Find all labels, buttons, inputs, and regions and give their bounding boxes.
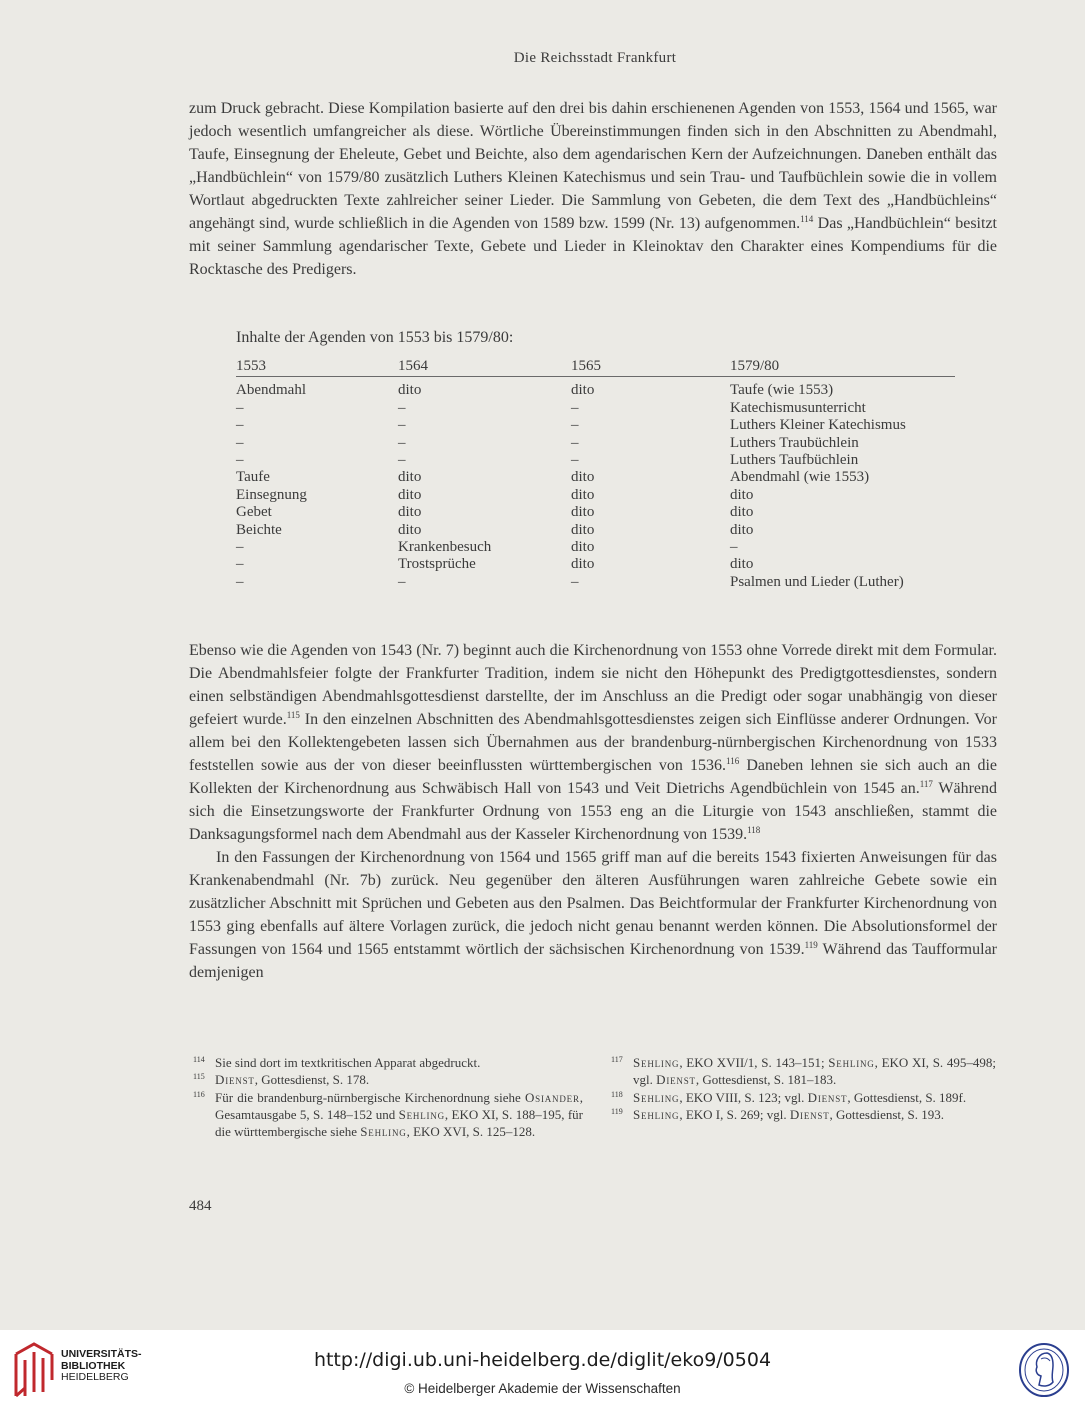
- footnote-text: , EKO XI, S. 188–195, für die württembergische siehe: [215, 1106, 583, 1140]
- page-number: 484: [189, 1198, 212, 1214]
- table-cell: –: [398, 434, 406, 451]
- table-row: [236, 522, 955, 539]
- table-cell: –: [398, 573, 406, 590]
- footnote-ref-114: 114: [800, 214, 814, 224]
- footnote-text: , Gesamtausgabe 5, S. 148–152 und: [215, 1089, 583, 1122]
- table-cell: dito: [398, 504, 422, 521]
- table-cell: –: [398, 452, 406, 469]
- footnote-number: 118: [611, 1089, 623, 1099]
- table-cell: Krankenbesuch: [398, 539, 492, 556]
- table-row: [236, 556, 955, 573]
- table-header-1565: 1565: [571, 358, 601, 374]
- footnotes-left-column: [193, 1054, 583, 1140]
- table-header-1564: 1564: [398, 358, 428, 374]
- table-cell: –: [236, 573, 244, 590]
- author-name: Osiander: [524, 1089, 580, 1105]
- paragraph-3-text-a: In den Fassungen der Kirchenordnung von 1564 und 1565 griff man auf die bereits 1543 fixierten Anweisungen für das Krankenabendmahl (Nr. 7b) zurück. Neu gegenüber den älteren Ausführungen waren zahlreiche Gebete sowie ein zusätzlicher Abschnitt mit Sprüchen und Gebeten aus den Psalmen. Das Beichtformular der Frankfurter Kirchenordnung von 1553 ging ebenfalls auf ältere Vorlagen zurück, die jedoch nicht genau benannt werden können. Die Absolutionsformel der Fassungen von 1564 und 1565 entstammt wörtlich der sächsischen Kirchenordnung von 1539.: [189, 849, 997, 958]
- footnote-text: , EKO XVII/1, S. 143–151;: [679, 1055, 829, 1070]
- footnote-114: [193, 1054, 583, 1071]
- table-cell: dito: [730, 521, 754, 538]
- table-cell: dito: [571, 486, 595, 503]
- table-header-1579-80: 1579/80: [730, 358, 780, 374]
- table-cell: –: [398, 399, 406, 416]
- footnote-116: [193, 1089, 583, 1141]
- table-cell: dito: [730, 486, 754, 503]
- footnote-number: 115: [193, 1072, 205, 1082]
- footnote-text: Sie sind dort im textkritischen Apparat abgedruckt.: [215, 1055, 481, 1070]
- table-cell: dito: [730, 504, 754, 521]
- paragraph-3-text-b: Während das Taufformular demjenigen: [189, 941, 998, 981]
- table-cell: dito: [398, 486, 422, 503]
- table-row: [236, 417, 955, 434]
- footnotes-right-column: [611, 1054, 996, 1123]
- copyright-notice: © Heidelberger Akademie der Wissenschaften: [404, 1381, 681, 1396]
- footnote-ref-117: 117: [919, 779, 933, 789]
- table-cell: Taufe (wie 1553): [730, 382, 834, 399]
- author-name: Sehling: [828, 1055, 875, 1070]
- table-cell: –: [236, 399, 244, 416]
- table-cell: –: [571, 573, 579, 590]
- table-cell: Luthers Traubüchlein: [730, 434, 859, 451]
- table-row: [236, 400, 955, 417]
- table-cell: –: [730, 539, 738, 556]
- footnote-ref-119: 119: [804, 940, 818, 950]
- footnote-ref-116: 116: [726, 756, 740, 766]
- author-name: Dienst: [215, 1072, 255, 1088]
- author-name: Dienst: [656, 1072, 696, 1088]
- table-cell: Trostsprüche: [398, 556, 476, 573]
- library-name-line-1: UNIVERSITÄTS-: [61, 1348, 142, 1360]
- footnote-text: , Gottesdienst, S. 193.: [829, 1106, 944, 1122]
- table-cell: –: [236, 556, 244, 573]
- footnote-number: 119: [611, 1106, 623, 1116]
- table-row: [236, 435, 955, 452]
- author-name: Sehling: [398, 1106, 445, 1122]
- table-cell: Luthers Taufbüchlein: [730, 452, 859, 469]
- footnote-text: , Gottesdienst, S. 189f.: [847, 1089, 967, 1105]
- table-cell: –: [236, 417, 244, 434]
- table-cell: Abendmahl: [236, 382, 306, 399]
- table-body: [236, 382, 955, 591]
- footnote-text: , Gottesdienst, S. 178.: [254, 1072, 370, 1088]
- paragraph-2-text-d: Während sich die Einsetzungsworte der Frankfurter Ordnung von 1553 eng an die Liturgie von 1543 anschließen, stammt die Danksagungsformel nach dem Abendmahl aus der Kasseler Kirchenordnung von 1539.: [189, 780, 997, 843]
- table-cell: –: [571, 399, 579, 416]
- table-cell: dito: [398, 382, 422, 399]
- library-name-line-2: BIBLIOTHEK: [61, 1359, 126, 1372]
- author-name: Sehling: [633, 1089, 680, 1105]
- table-cell: –: [236, 434, 244, 451]
- footnote-text: , EKO I, S. 269; vgl.: [679, 1106, 790, 1122]
- table-cell: Einsegnung: [236, 486, 307, 503]
- footnote-117: [611, 1054, 996, 1089]
- author-name: Dienst: [789, 1106, 830, 1122]
- paragraph-2-text-a: Ebenso wie die Agenden von 1543 (Nr. 7) beginnt auch die Kirchenordnung von 1553 ohne Vorrede direkt mit dem Formular. Die Abendmahlsfeier folgte der Frankfurter Tradition, indem sie nicht den Höhepunkt des Predigtgottesdienstes, sondern einen selbständigen Abendmahlsgottesdienst darstellte, der im Anschluss an die Predigt oder sogar unabhängig von dieser gefeiert wurde.: [189, 642, 997, 728]
- table-row: [236, 487, 955, 504]
- footnote-ref-118: 118: [747, 825, 761, 835]
- table-row: [236, 574, 955, 591]
- table-cell: –: [571, 452, 579, 469]
- table-cell: dito: [571, 382, 595, 399]
- author-name: Sehling: [360, 1124, 407, 1140]
- footnote-number: 114: [193, 1055, 205, 1064]
- table-cell: dito: [571, 469, 595, 486]
- table-cell: –: [236, 452, 244, 469]
- author-name: Sehling: [633, 1055, 680, 1070]
- footnote-ref-115: 115: [286, 710, 300, 720]
- table-header-row: [236, 358, 955, 377]
- table-cell: dito: [730, 556, 754, 573]
- paragraph-1-text-a: zum Druck gebracht. Diese Kompilation basierte auf den drei bis dahin erschienenen Agenden von 1553, 1564 und 1565, war jedoch wesentlich umfangreicher als diese. Wörtliche Übereinstimmungen finden sich in den Abschnitten zu Abendmahl, Taufe, Einsegnung der Eheleute, Gebet und Beichte, also dem agendarischen Kern der Aufzeichnungen. Daneben enthält das „Handbüchlein“ von 1579/80 zusätzlich Luthers Kleinen Katechismus und sein Trau- und Taufbüchlein sowie die in vollem Wortlaut abgedruckten Texte zahlreicher seiner Lieder. Die Sammlung von Gebeten, die dem Text des „Handbüchleins“ angehängt sind, wurde schließlich in die Agenden von 1589 bzw. 1599 (Nr. 13) aufgenommen.: [189, 100, 997, 232]
- permalink-url[interactable]: http://digi.ub.uni-heidelberg.de/diglit/eko9/0504: [313, 1349, 772, 1371]
- viewer-footer: [0, 1330, 1085, 1409]
- table-cell: –: [571, 434, 579, 451]
- paragraph-2: [189, 639, 997, 984]
- table-cell: Beichte: [236, 521, 282, 538]
- table-row: [236, 382, 955, 399]
- table-cell: –: [571, 417, 579, 434]
- table-cell: dito: [571, 556, 595, 573]
- library-name-line-3: HEIDELBERG: [61, 1371, 129, 1383]
- table-row: [236, 539, 955, 556]
- footnote-number: 117: [611, 1055, 623, 1064]
- table-cell: dito: [571, 539, 595, 556]
- table-cell: dito: [398, 521, 422, 538]
- footnote-text: , Gottesdienst, S. 181–183.: [695, 1072, 837, 1088]
- table-cell: dito: [571, 504, 595, 521]
- table-cell: Psalmen und Lieder (Luther): [730, 573, 904, 590]
- paragraph-1: [189, 97, 997, 281]
- author-name: Sehling: [633, 1106, 680, 1122]
- footnote-text: Für die brandenburg-nürnbergische Kirchenordnung siehe: [215, 1089, 525, 1105]
- paragraph-2-text-c: Daneben lehnen sie sich auch an die Kollekten der Kirchenordnung aus Schwäbisch Hall von 1543 und Veit Dietrichs Agendbüchlein von 1545 an.: [189, 757, 997, 797]
- table-row: [236, 452, 955, 469]
- footnote-119: [611, 1106, 996, 1123]
- running-head: Die Reichsstadt Frankfurt: [513, 50, 677, 66]
- table-cell: Taufe: [236, 469, 270, 486]
- table-cell: Gebet: [236, 504, 272, 521]
- footnote-text: , EKO XI, S. 495–498; vgl.: [633, 1055, 997, 1088]
- table-caption: Inhalte der Agenden von 1553 bis 1579/80:: [236, 329, 514, 346]
- academy-seal-icon[interactable]: [1017, 1341, 1071, 1399]
- table-cell: dito: [571, 521, 595, 538]
- paragraph-2-text-b: In den einzelnen Abschnitten des Abendmahlsgottesdienstes zeigen sich Einflüsse anderer Ordnungen. Vor allem bei den Kollektengebeten lassen sich Übernahmen aus der brandenburg-nürnbergischen Kirchenordnung von 1533 feststellen sowie aus der von dieser beeinflussten württembergischen von 1536.: [189, 711, 997, 774]
- table-header-1553: 1553: [236, 358, 266, 374]
- paragraph-3: [189, 846, 997, 984]
- agenda-contents-table: [236, 358, 955, 591]
- table-cell: Luthers Kleiner Katechismus: [730, 417, 906, 434]
- footnote-text: , EKO XVI, S. 125–128.: [406, 1124, 536, 1140]
- table-row: [236, 504, 955, 521]
- footnote-text: , EKO VIII, S. 123; vgl.: [679, 1089, 808, 1105]
- table-row: [236, 469, 955, 486]
- footnote-115: [193, 1071, 583, 1088]
- author-name: Dienst: [807, 1089, 848, 1105]
- table-cell: dito: [398, 469, 422, 486]
- table-cell: Katechismusunterricht: [730, 399, 866, 416]
- table-cell: Abendmahl (wie 1553): [730, 469, 870, 486]
- footnote-118: [611, 1089, 996, 1106]
- table-cell: –: [236, 539, 244, 556]
- table-cell: –: [398, 417, 406, 434]
- footnote-number: 116: [193, 1089, 205, 1099]
- paragraph-1-text-b: Das „Handbüchlein“ besitzt mit seiner Sammlung agendarischer Texte, Gebete und Lieder in Kleinoktav den Charakter eines Kompendiums für die Rocktasche des Predigers.: [189, 215, 997, 278]
